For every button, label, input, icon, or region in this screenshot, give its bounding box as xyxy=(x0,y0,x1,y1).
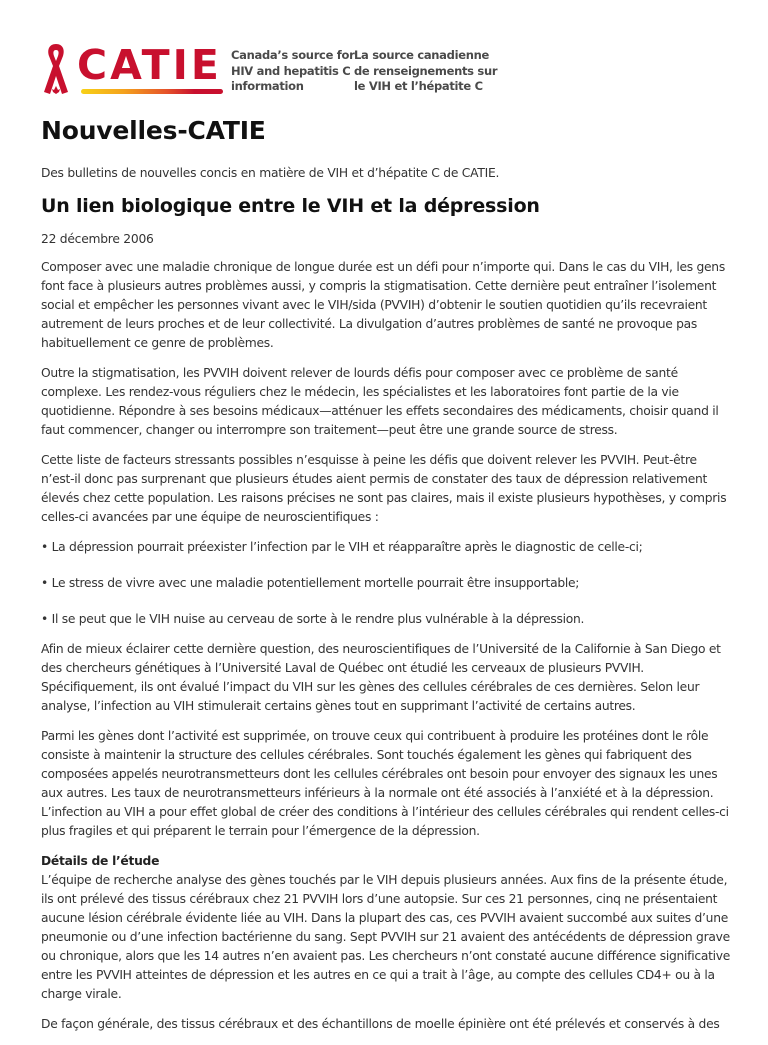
study-heading: Détails de l’étude xyxy=(41,854,160,868)
article-body xyxy=(41,258,731,1045)
bullet-item: • La dépression pourrait préexister l’infection par le VIH et réapparaître après le diagnostic de celle-ci; xyxy=(41,540,643,554)
paragraph: Afin de mieux éclairer cette dernière question, des neuroscientifiques de l’Université de la Californie à San Diego et des chercheurs génétiques à l’Université Laval de Québec ont étudié les cerveaux de plusieurs PVVIH. Spécifiquement, ils ont évalué l’impact du VIH sur les gènes des cellules cérébrales de ces dernières. Selon leur analyse, l’infection au VIH stimulerait certains gènes tout en supprimant l’activité de certains autres. xyxy=(41,642,721,713)
tagline-fr-line: de renseignements sur xyxy=(354,63,498,78)
study-section xyxy=(41,852,731,1004)
site-subtitle: Des bulletins de nouvelles concis en matière de VIH et d’hépatite C de CATIE. xyxy=(41,166,500,180)
tagline-fr xyxy=(354,48,497,95)
paragraph: Composer avec une maladie chronique de longue durée est un défi pour n’importe qui. Dans le cas du VIH, les gens font face à plusieurs autres problèmes aussi, y compris la stigmatisation. Cette dernière peut entraîner l’isolement social et empêcher les personnes vivant avec le VIH/sida (PVVIH) d’obtenir le soutien quotidien qu’ils recevraient autrement de leurs proches et de leur collectivité. La divulgation d’autres problèmes de santé ne provoque pas habituellement ce genre de problèmes. xyxy=(41,260,725,350)
article-date: 22 décembre 2006 xyxy=(41,232,154,246)
bullet-item: • Le stress de vivre avec une maladie potentiellement mortelle pourrait être insupportable; xyxy=(41,576,580,590)
paragraph: De façon générale, des tissus cérébraux et des échantillons de moelle épinière ont été prélevés et conservés à des xyxy=(41,1017,720,1031)
tagline-en xyxy=(231,48,354,95)
tagline-en-line: information xyxy=(231,79,304,93)
study-paragraph: L’équipe de recherche analyse des gènes touchés par le VIH depuis plusieurs années. Aux fins de la présente étude, ils ont prélevé des tissus cérébraux chez 21 PVVIH lors d’une autopsie. Sur ces 21 personnes, cinq ne présentaient aucune lésion cérébrale évidente liée au VIH. Dans la plupart des cas, ces PVVIH avaient succombé aux suites d’une pneumonie ou d’une infection bactérienne du sang. Sept PVVIH sur 21 avaient des antécédents de dépression grave ou chronique, alors que les 14 autres n’en avaient pas. Les chercheurs n’ont constaté aucune différence significative entre les PVVIH atteintes de dépression et les autres en ce qui a trait à l’âge, au compte des cellules CD4+ ou à la charge virale. xyxy=(41,873,731,1001)
paragraph: Parmi les gènes dont l’activité est supprimée, on trouve ceux qui contribuent à produire les protéines dont le rôle consiste à maintenir la structure des cellules cérébrales. Sont touchés également les gènes qui fabriquent des composées appelés neurotransmetteurs dont les cellules cérébrales ont besoin pour envoyer des signaux les unes aux autres. Les taux de neurotransmetteurs inférieurs à la normale ont été associés à l’anxiété et à la dépression. L’infection au VIH a pour effet global de créer des conditions à l’intérieur des cellules cérébrales qui rendent celles-ci plus fragiles et qui préparent le terrain pour l’émergence de la dépression. xyxy=(41,729,729,838)
paragraph: Outre la stigmatisation, les PVVIH doivent relever de lourds défis pour composer avec ce problème de santé complexe. Les rendez-vous réguliers chez le médecin, les spécialistes et les laboratoires font partie de la vie quotidienne. Répondre à ses besoins médicaux—atténuer les effets secondaires des médicaments, choisir quand il faut commencer, changer ou interrompre son traitement—peut être une grande source de stress. xyxy=(41,366,719,437)
tagline-en-line: Canada’s source for xyxy=(231,48,355,62)
tagline-en-line: HIV and hepatitis C xyxy=(231,63,351,78)
maple-leaf-icon xyxy=(52,86,60,94)
article-title: Un lien biologique entre le VIH et la dépression xyxy=(41,195,540,217)
tagline-fr-line: le VIH et l’hépatite C xyxy=(354,79,483,93)
catie-wordmark: CATIE xyxy=(77,41,222,89)
paragraph: Cette liste de facteurs stressants possibles n’esquisse à peine les défis que doivent relever les PVVIH. Peut-être n’est-il donc pas surprenant que plusieurs études aient permis de constater des taux de dépression relativement élevés chez cette population. Les raisons précises ne sont pas claires, mais il existe plusieurs hypothèses, y compris celles-ci avancées par une équipe de neuroscientifiques : xyxy=(41,453,727,524)
site-title: Nouvelles-CATIE xyxy=(41,116,266,145)
catie-logo[interactable] xyxy=(41,40,501,100)
tagline-fr-line: La source canadienne xyxy=(354,48,489,62)
bullet-item: • Il se peut que le VIH nuise au cerveau de sorte à le rendre plus vulnérable à la dépression. xyxy=(41,612,585,626)
gradient-bar xyxy=(81,89,223,94)
red-ribbon-icon xyxy=(41,42,71,100)
